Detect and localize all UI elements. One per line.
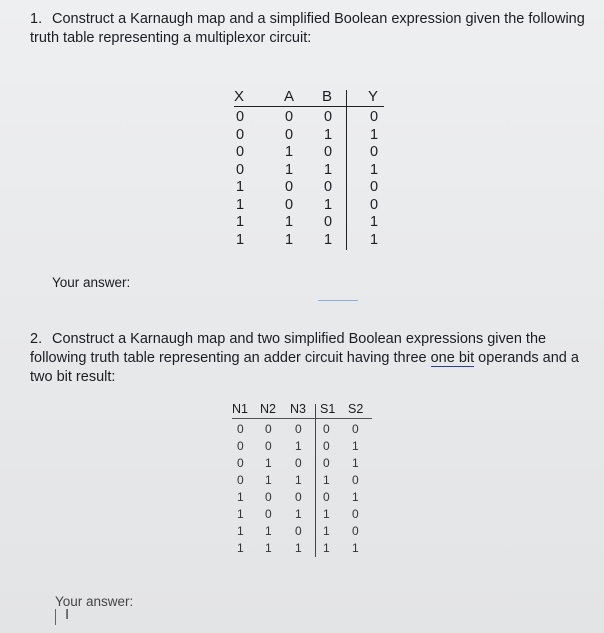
section-divider bbox=[318, 300, 358, 301]
table-1-header-y: Y bbox=[368, 88, 379, 105]
table-2-cell: 0 bbox=[265, 439, 272, 453]
table-2-row bbox=[228, 439, 378, 456]
table-2-cell: 1 bbox=[352, 490, 359, 504]
table-2-cell: 1 bbox=[352, 439, 359, 453]
question-2-text-start: Construct a Karnaugh map and two simplified Boolean expressions given the following truth table representing an adder circuit having three bbox=[30, 331, 547, 366]
truth-table-1 bbox=[230, 88, 390, 253]
answer-1-label: Your answer: bbox=[52, 275, 131, 290]
question-2-number: 2. bbox=[30, 331, 43, 347]
table-2-cell: 0 bbox=[323, 456, 330, 470]
table-1-cell: 0 bbox=[370, 109, 379, 125]
table-1-cell: 0 bbox=[324, 144, 333, 160]
table-2-cell: 0 bbox=[352, 507, 359, 521]
table-1-header-a: A bbox=[284, 88, 295, 105]
question-1-text: Construct a Karnaugh map and a simplified Boolean expression given the following truth table representing a multiplexor circuit: bbox=[30, 11, 585, 46]
table-2-cell: 0 bbox=[352, 473, 359, 487]
table-1-cell: 0 bbox=[236, 144, 245, 160]
table-2-cell: 1 bbox=[323, 524, 330, 538]
table-1-cell: 1 bbox=[285, 161, 294, 178]
table-2-cell: 0 bbox=[237, 422, 244, 436]
table-2-row bbox=[228, 541, 378, 558]
table-1-row bbox=[230, 214, 390, 231]
table-1-header-x: X bbox=[234, 88, 245, 105]
table-1-cell: 1 bbox=[236, 214, 245, 230]
table-1-cell: 1 bbox=[370, 231, 379, 248]
question-1-number: 1. bbox=[30, 11, 43, 27]
table-1-cell: 1 bbox=[324, 161, 333, 178]
table-2-cell: 1 bbox=[237, 507, 244, 521]
table-1-cell: 0 bbox=[285, 196, 294, 213]
table-2-cell: 0 bbox=[295, 456, 302, 470]
table-2-cell: 0 bbox=[352, 524, 359, 538]
table-1-cell: 0 bbox=[370, 179, 379, 195]
table-2-row bbox=[228, 473, 378, 490]
table-2-cell: 1 bbox=[323, 541, 330, 555]
table-1-cell: 0 bbox=[324, 214, 333, 230]
table-2-cell: 0 bbox=[237, 456, 244, 470]
table-2-cell: 0 bbox=[295, 524, 302, 538]
table-1-header-b: B bbox=[322, 88, 333, 105]
table-2-cell: 1 bbox=[265, 524, 272, 538]
table-2-header-n1: N1 bbox=[232, 402, 248, 416]
table-1-header-rule bbox=[234, 106, 384, 107]
table-2-header-s2: S2 bbox=[348, 402, 364, 416]
table-1-cell: 1 bbox=[236, 196, 245, 213]
table-1-cell: 1 bbox=[370, 214, 379, 230]
table-1-cell: 0 bbox=[236, 161, 245, 178]
table-2-cell: 0 bbox=[323, 490, 330, 504]
table-2-cell: 1 bbox=[265, 456, 272, 470]
table-2-cell: 0 bbox=[295, 422, 302, 436]
table-2-row bbox=[228, 524, 378, 541]
table-1-row bbox=[230, 109, 390, 126]
table-2-cell: 1 bbox=[265, 541, 272, 555]
table-2-cell: 0 bbox=[265, 507, 272, 521]
table-2-cell: 0 bbox=[265, 490, 272, 504]
table-1-cell: 1 bbox=[324, 126, 333, 143]
table-2-row bbox=[228, 490, 378, 507]
table-1-cell: 0 bbox=[236, 109, 245, 125]
table-1-cell: 0 bbox=[236, 126, 245, 143]
table-1-cell: 1 bbox=[285, 214, 294, 230]
table-1-cell: 0 bbox=[324, 109, 333, 125]
table-2-cell: 1 bbox=[352, 541, 359, 555]
table-2-cell: 0 bbox=[352, 422, 359, 436]
table-1-cell: 1 bbox=[285, 231, 294, 248]
table-1-cell: 1 bbox=[236, 179, 245, 195]
text-cursor-icon: I bbox=[65, 606, 70, 623]
table-1-cell: 1 bbox=[324, 196, 333, 213]
table-2-cell: 0 bbox=[237, 439, 244, 453]
table-1-cell: 1 bbox=[285, 144, 294, 160]
table-1-cell: 0 bbox=[285, 179, 294, 195]
table-2-cell: 1 bbox=[295, 473, 302, 487]
table-2-header-n3: N3 bbox=[290, 402, 306, 416]
answer-2-input[interactable] bbox=[55, 609, 56, 625]
table-2-cell: 1 bbox=[323, 507, 330, 521]
table-2-header-rule bbox=[232, 418, 372, 419]
question-2-text-end: operands and a two bit result: bbox=[30, 350, 579, 385]
table-2-cell: 1 bbox=[295, 507, 302, 521]
table-1-row bbox=[230, 197, 390, 214]
table-1-cell: 1 bbox=[236, 231, 245, 248]
table-2-row bbox=[228, 422, 378, 439]
table-2-header-n2: N2 bbox=[260, 402, 276, 416]
question-2-underlined-text: one bit bbox=[430, 350, 475, 366]
table-2-row bbox=[228, 456, 378, 473]
table-1-cell: 1 bbox=[370, 161, 379, 178]
table-2-cell: 1 bbox=[265, 473, 272, 487]
table-1-cell: 0 bbox=[285, 109, 294, 125]
truth-table-2 bbox=[228, 402, 378, 557]
table-1-cell: 1 bbox=[324, 231, 333, 248]
table-2-cell: 1 bbox=[237, 541, 244, 555]
table-1-row bbox=[230, 179, 390, 196]
table-1-cell: 0 bbox=[370, 144, 379, 160]
table-1-cell: 1 bbox=[370, 126, 379, 143]
answer-2-label: Your answer: bbox=[55, 594, 134, 609]
table-1-cell: 0 bbox=[285, 126, 294, 143]
table-1-cell: 0 bbox=[370, 196, 379, 213]
table-1-row bbox=[230, 162, 390, 179]
table-1-row bbox=[230, 127, 390, 144]
table-2-cell: 0 bbox=[323, 439, 330, 453]
question-1 bbox=[30, 10, 590, 48]
question-2 bbox=[30, 330, 590, 387]
table-2-cell: 1 bbox=[237, 490, 244, 504]
table-2-cell: 0 bbox=[295, 490, 302, 504]
table-1-row bbox=[230, 232, 390, 249]
table-2-cell: 1 bbox=[237, 524, 244, 538]
table-2-cell: 1 bbox=[323, 473, 330, 487]
table-2-cell: 1 bbox=[352, 456, 359, 470]
table-2-cell: 0 bbox=[237, 473, 244, 487]
table-2-cell: 0 bbox=[323, 422, 330, 436]
table-2-row bbox=[228, 507, 378, 524]
table-2-header-s1: S1 bbox=[320, 402, 336, 416]
table-1-cell: 0 bbox=[324, 179, 333, 195]
table-2-cell: 0 bbox=[265, 422, 272, 436]
table-2-cell: 1 bbox=[295, 439, 302, 453]
table-2-cell: 1 bbox=[295, 541, 302, 555]
table-1-row bbox=[230, 144, 390, 161]
